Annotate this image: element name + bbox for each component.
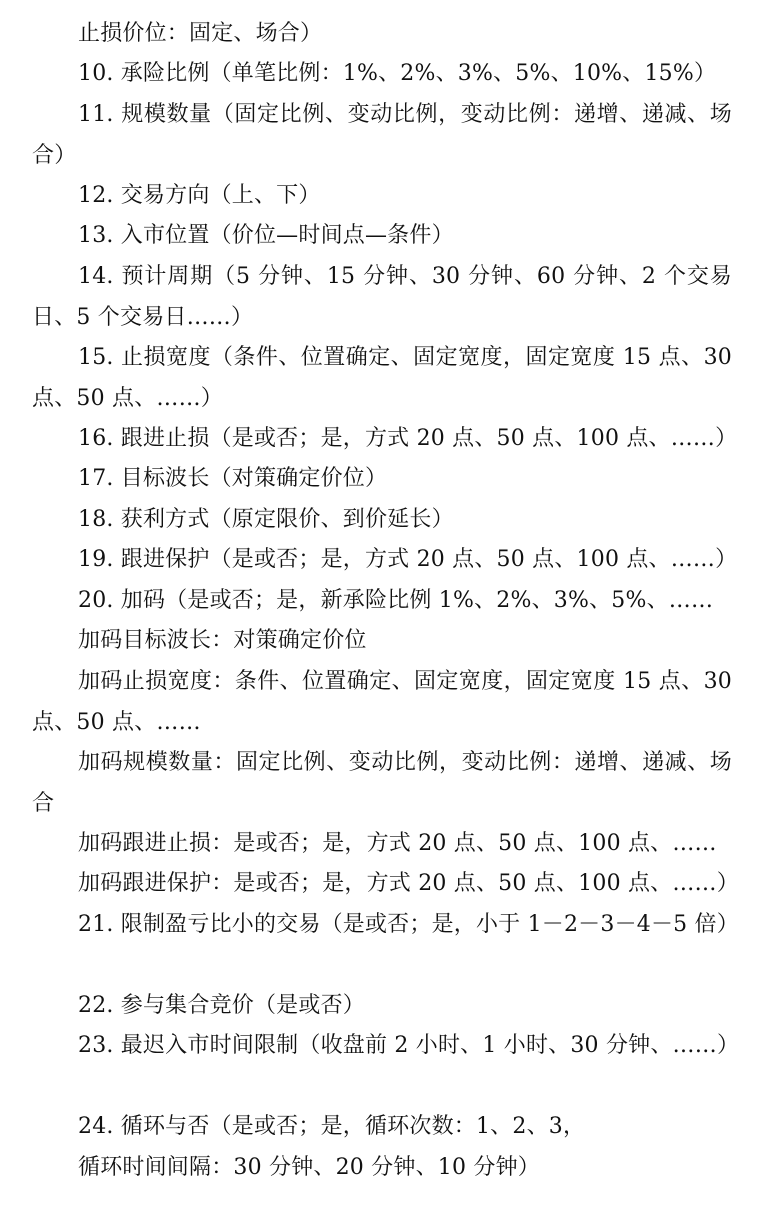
paragraph-item-11: 11. 规模数量（固定比例、变动比例，变动比例：递增、递减、场合） xyxy=(32,102,732,168)
paragraph-item-21: 21. 限制盈亏比小的交易（是或否；是，小于 1－2－3－4－5 倍） xyxy=(78,912,739,937)
paragraph-item-24: 24. 循环与否（是或否；是，循环次数：1、2、3， xyxy=(78,1114,586,1139)
paragraph-item-19: 19. 跟进保护（是或否；是，方式 20 点、50 点、100 点、……） xyxy=(78,547,738,572)
paragraph-item-10: 10. 承险比例（单笔比例：1%、2%、3%、5%、10%、15%） xyxy=(78,61,717,86)
paragraph-add-trailing-protect: 加码跟进保护：是或否；是，方式 20 点、50 点、100 点、……） xyxy=(78,871,739,896)
paragraph-add-trailing-stop: 加码跟进止损：是或否；是，方式 20 点、50 点、100 点、…… xyxy=(78,831,717,856)
paragraph-item-15: 15. 止损宽度（条件、位置确定、固定宽度，固定宽度 15 点、30 点、50 点、……） xyxy=(32,345,732,411)
paragraph-item-18: 18. 获利方式（原定限价、到价延长） xyxy=(78,507,454,532)
paragraph-stop-loss-price: 止损价位：固定、场合） xyxy=(78,21,323,46)
paragraph-add-scale-quantity: 加码规模数量：固定比例、变动比例，变动比例：递增、递减、场合 xyxy=(32,750,732,816)
paragraph-item-22: 22. 参与集合竞价（是或否） xyxy=(78,993,365,1018)
paragraph-item-14: 14. 预计周期（5 分钟、15 分钟、30 分钟、60 分钟、2 个交易日、5 个交易日……） xyxy=(32,264,732,330)
paragraph-item-20: 20. 加码（是或否；是，新承险比例 1%、2%、3%、5%、…… xyxy=(78,588,714,613)
paragraph-add-target-wave: 加码目标波长：对策确定价位 xyxy=(78,628,367,653)
paragraph-add-stop-width: 加码止损宽度：条件、位置确定、固定宽度，固定宽度 15 点、30 点、50 点、…… xyxy=(32,669,732,735)
paragraph-item-12: 12. 交易方向（上、下） xyxy=(78,183,321,208)
paragraph-item-13: 13. 入市位置（价位—时间点—条件） xyxy=(78,223,454,248)
paragraph-cycle-interval: 循环时间间隔：30 分钟、20 分钟、10 分钟） xyxy=(78,1155,540,1180)
paragraph-item-23: 23. 最迟入市时间限制（收盘前 2 小时、1 小时、30 分钟、……） xyxy=(78,1033,740,1058)
paragraph-item-17: 17. 目标波长（对策确定价位） xyxy=(78,466,388,491)
paragraph-item-16: 16. 跟进止损（是或否；是，方式 20 点、50 点、100 点、……） xyxy=(78,426,738,451)
